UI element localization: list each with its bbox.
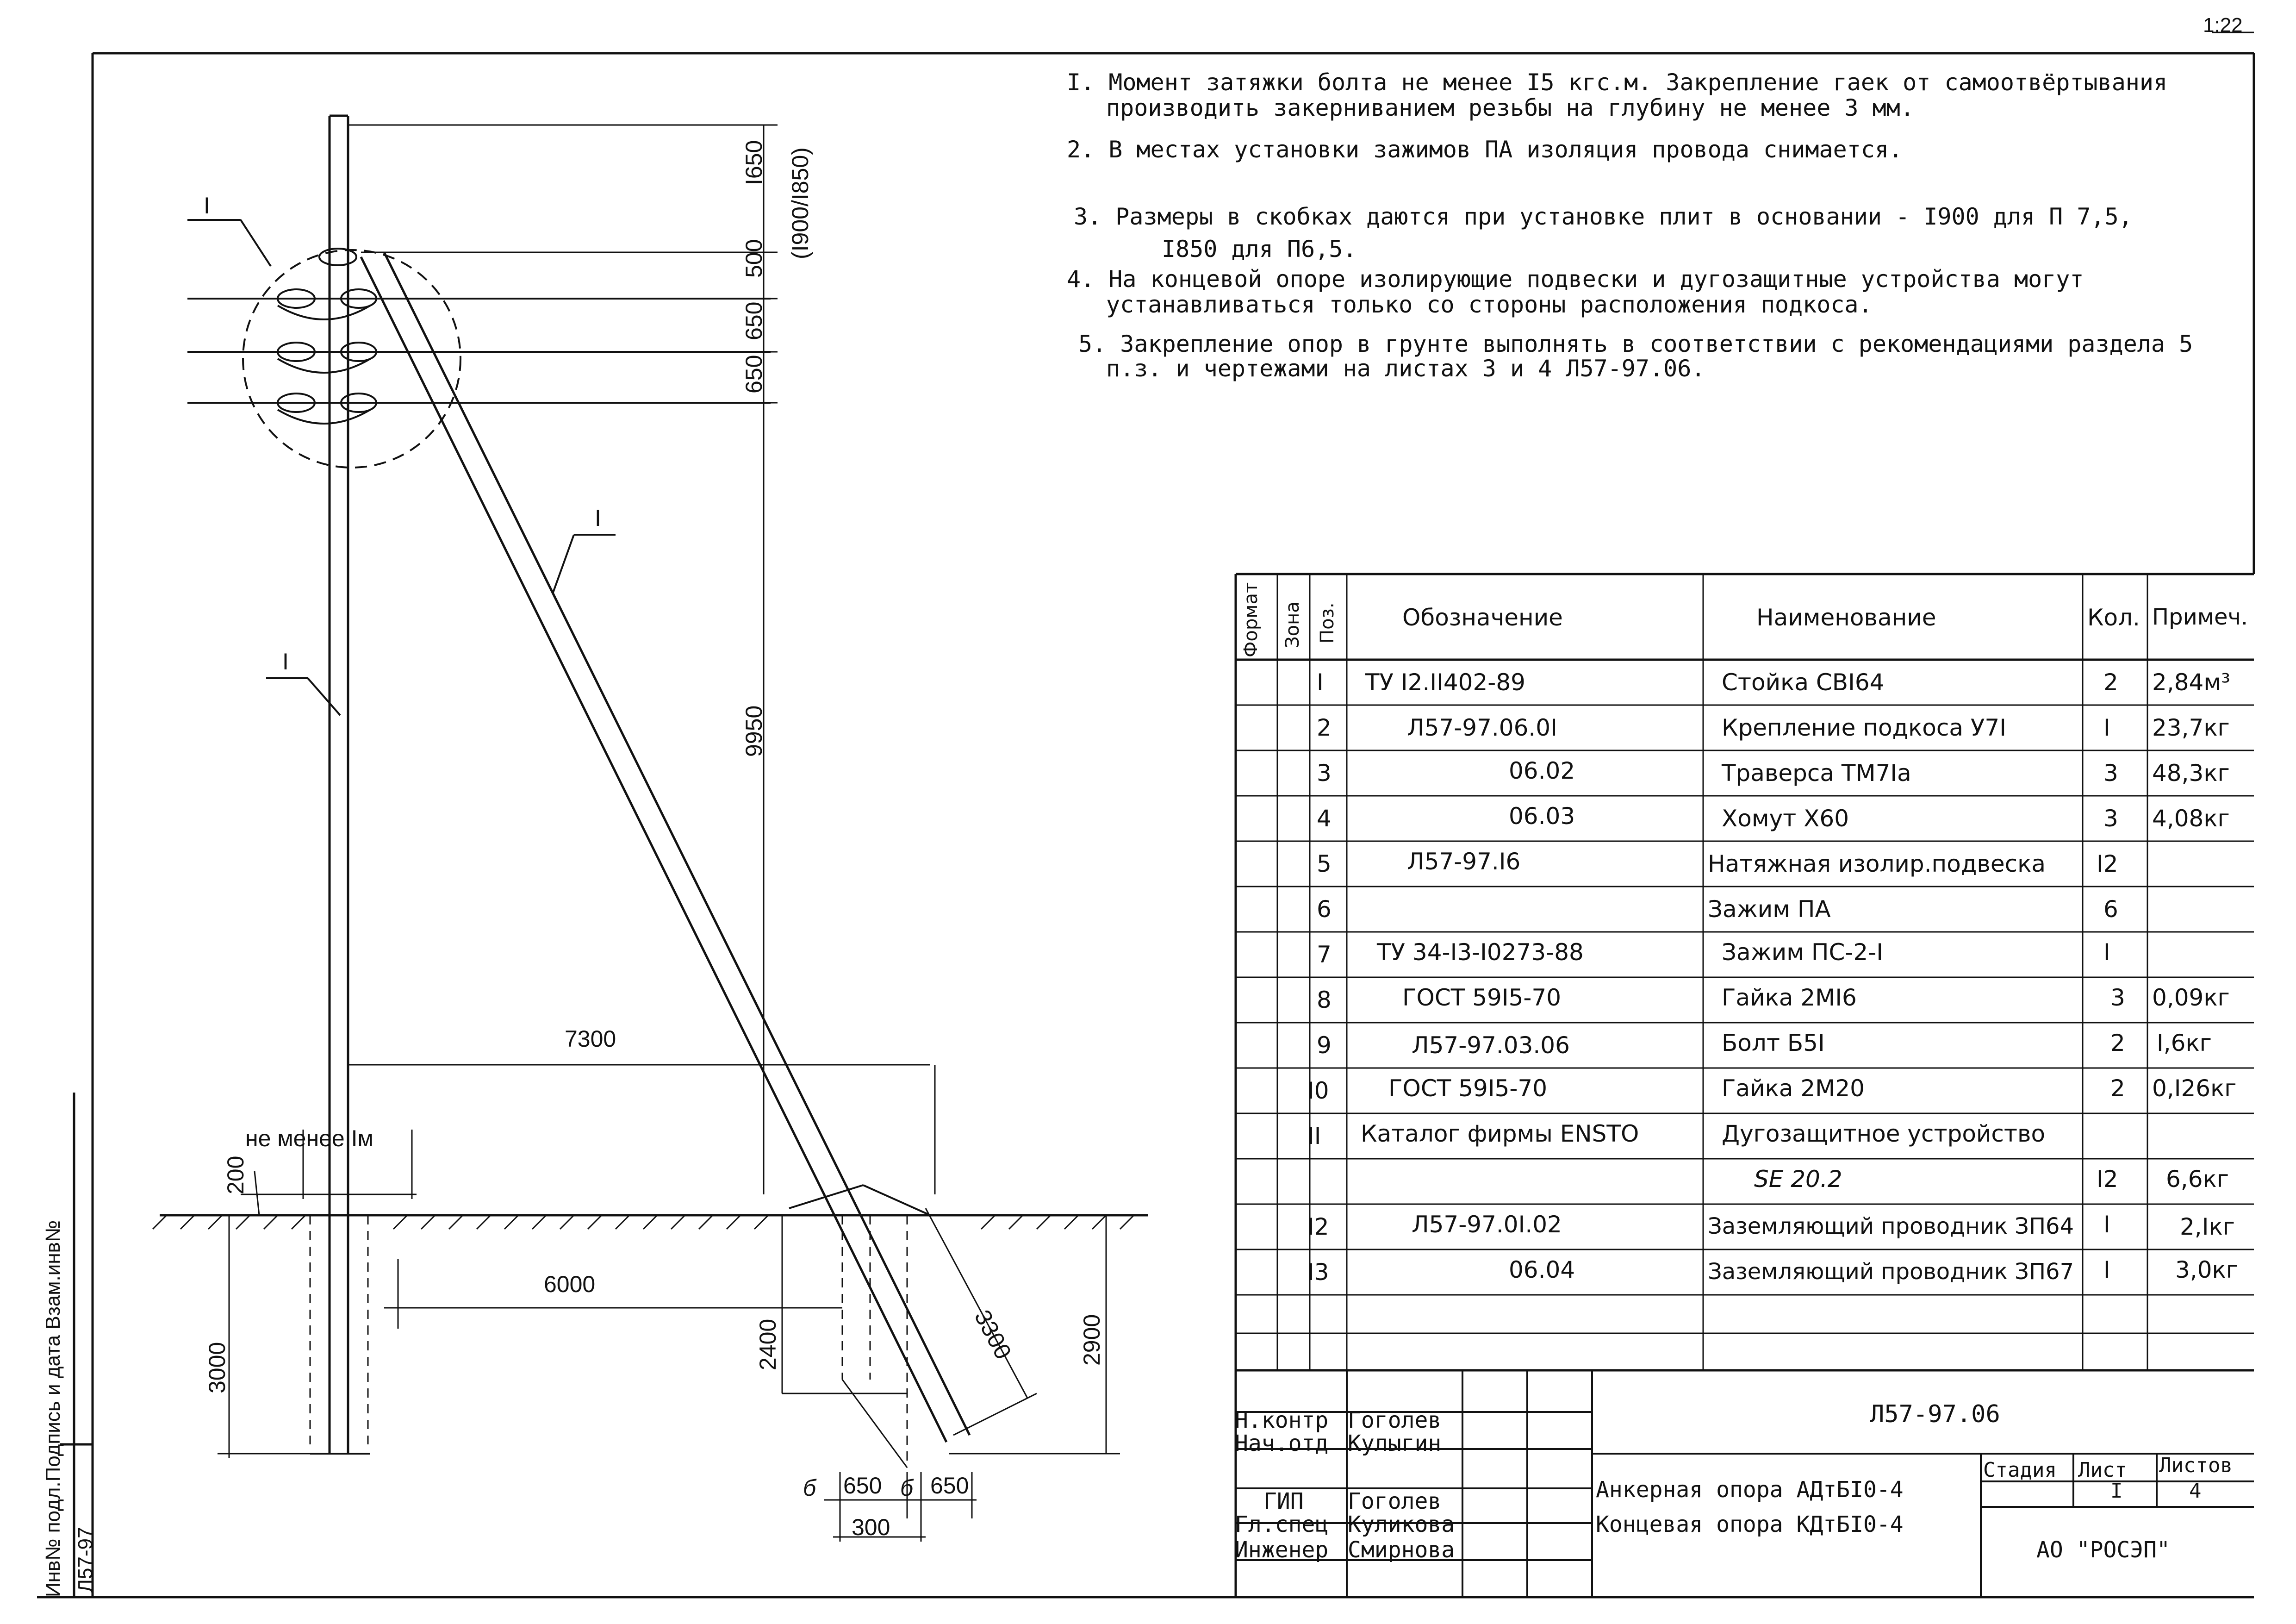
note-3-line-2: I850 для П6,5. — [1162, 236, 1357, 262]
row-14-name: Заземляющий проводник ЗП67 — [1708, 1259, 2074, 1285]
organization: АО "РОСЭП" — [2036, 1537, 2170, 1563]
row-5-name: Натяжная изолир.подвеска — [1708, 850, 2046, 877]
header-note: Примеч. — [2152, 604, 2248, 630]
header-qty: Кол. — [2087, 604, 2140, 631]
name-nach-otd: Кулыгин — [1348, 1430, 1442, 1456]
row-14-qty: I — [2103, 1256, 2110, 1283]
role-gl-spec: Гл.спец — [1235, 1512, 1329, 1537]
row-10-name: Гайка 2М20 — [1722, 1075, 1865, 1102]
sheet-number: I — [2110, 1479, 2123, 1503]
row-4-qty: 3 — [2103, 805, 2118, 832]
row-14-note: 3,0кг — [2175, 1256, 2238, 1283]
dim-650-a: 650 — [741, 301, 767, 340]
dim-9950: 9950 — [741, 705, 767, 757]
row-2-pos: 2 — [1317, 714, 1332, 741]
row-13-designation: Л57-97.0I.02 — [1412, 1211, 1562, 1238]
row-3-note: 48,3кг — [2152, 760, 2230, 787]
dim-3000: 3000 — [204, 1342, 230, 1393]
dim-7300: 7300 — [565, 1026, 616, 1052]
callout-pole-i: I — [282, 649, 289, 675]
row-13-name: Заземляющий проводник ЗП64 — [1708, 1213, 2074, 1239]
name-n-kontr: Гоголев — [1348, 1407, 1442, 1433]
sheets-count: 4 — [2189, 1479, 2202, 1503]
dim-300: 300 — [852, 1514, 890, 1540]
row-1-qty: 2 — [2103, 669, 2118, 696]
row-10-qty: 2 — [2110, 1075, 2125, 1102]
row-2-name: Крепление подкоса У7I — [1722, 714, 2006, 741]
row-3-name: Траверса ТМ7Iа — [1722, 760, 1911, 787]
header-format: Формат — [1240, 582, 1262, 657]
row-9-note: I,6кг — [2157, 1030, 2212, 1056]
note-5-line-1: 5. Закрепление опор в грунте выполнять в соответствии с рекомендациями раздела 5 — [1078, 331, 2193, 357]
row-4-pos: 4 — [1317, 805, 1332, 832]
dim-3300: 3300 — [969, 1305, 1017, 1363]
row-13-qty: I — [2103, 1211, 2110, 1238]
name-engineer: Смирнова — [1348, 1537, 1455, 1563]
note-4-line-2: устанавливаться только со стороны расположения подкоса. — [1106, 291, 1873, 318]
row-2-qty: I — [2103, 714, 2110, 741]
row-7-designation: ТУ 34-I3-I0273-88 — [1377, 939, 1584, 966]
row-14-pos: I3 — [1307, 1259, 1329, 1286]
role-n-kontr: Н.контр — [1235, 1407, 1329, 1433]
callout-strut-i: I — [595, 505, 601, 531]
row-12-note: 6,6кг — [2166, 1166, 2229, 1193]
row-5-designation: Л57-97.I6 — [1407, 848, 1521, 875]
note-3-line-1: 3. Размеры в скобках даются при установке плит в основании - I900 для П 7,5, — [1074, 203, 2133, 230]
row-14-designation: 06.04 — [1509, 1256, 1575, 1283]
dim-200: 200 — [223, 1156, 249, 1194]
row-9-qty: 2 — [2110, 1030, 2125, 1056]
page-number: 1:22 — [2203, 14, 2243, 37]
row-12-name: SE 20.2 — [1754, 1166, 1842, 1193]
dim-6000: 6000 — [544, 1271, 596, 1297]
row-8-pos: 8 — [1317, 987, 1332, 1013]
row-6-qty: 6 — [2103, 896, 2118, 923]
header-pos: Поз. — [1317, 602, 1338, 643]
row-13-note: 2,Iкг — [2180, 1213, 2235, 1240]
row-8-designation: ГОСТ 59I5-70 — [1402, 984, 1562, 1011]
row-5-qty: I2 — [2097, 850, 2118, 877]
row-5-pos: 5 — [1317, 850, 1332, 877]
row-13-pos: I2 — [1307, 1213, 1329, 1240]
row-10-note: 0,I26кг — [2152, 1075, 2237, 1102]
dim-500: 500 — [741, 239, 767, 278]
doc-code: Л57-97.06 — [1870, 1400, 2000, 1428]
name-gip: Гоголев — [1348, 1488, 1442, 1514]
row-3-qty: 3 — [2103, 760, 2118, 787]
dim-min-1m: не менее Iм — [245, 1125, 373, 1151]
note-4-line-1: 4. На концевой опоре изолирующие подвески и дугозащитные устройства могут — [1067, 266, 2084, 293]
row-3-pos: 3 — [1317, 760, 1332, 787]
row-1-pos: I — [1317, 669, 1324, 696]
dim-2400: 2400 — [755, 1318, 781, 1370]
header-designation: Обозначение — [1402, 604, 1563, 631]
side-stamp-label: Инв№ подл.Подпись и дата Взам.инв№ — [42, 1220, 64, 1597]
sheets-label: Листов — [2159, 1454, 2233, 1477]
row-12-qty: I2 — [2097, 1166, 2118, 1193]
header-name: Наименование — [1756, 604, 1936, 631]
row-9-pos: 9 — [1317, 1032, 1332, 1059]
stage-label: Стадия — [1983, 1458, 2057, 1482]
row-1-designation: ТУ I2.II402-89 — [1365, 669, 1525, 696]
row-3-designation: 06.02 — [1509, 757, 1575, 784]
mark-b-2: б — [900, 1475, 914, 1501]
sheet-label: Лист — [2078, 1458, 2127, 1482]
row-10-pos: I0 — [1307, 1077, 1329, 1104]
row-1-name: Стойка СВI64 — [1722, 669, 1885, 696]
row-11-name: Дугозащитное устройство — [1722, 1120, 2046, 1147]
row-6-pos: 6 — [1317, 896, 1332, 923]
row-7-name: Зажим ПС-2-I — [1722, 939, 1883, 966]
row-8-qty: 3 — [2110, 984, 2125, 1011]
role-nach-otd: Нач.отд — [1235, 1430, 1329, 1456]
note-1-line-2: производить закерниванием резьбы на глубину не менее 3 мм. — [1106, 94, 1914, 121]
callout-detail-i: I — [204, 193, 210, 219]
row-9-name: Болт Б5I — [1722, 1030, 1825, 1056]
row-4-name: Хомут Х60 — [1722, 805, 1849, 832]
row-11-pos: II — [1307, 1123, 1321, 1149]
row-4-note: 4,08кг — [2152, 805, 2230, 832]
row-9-designation: Л57-97.03.06 — [1412, 1032, 1570, 1059]
dim-2900: 2900 — [1079, 1314, 1105, 1366]
row-6-name: Зажим ПА — [1708, 896, 1831, 923]
title-line-1: Анкерная опора АДтБI0-4 — [1596, 1477, 1904, 1503]
row-10-designation: ГОСТ 59I5-70 — [1388, 1075, 1548, 1102]
note-1-line-1: I. Момент затяжки болта не менее I5 кгс.м. Закрепление гаек от самоотвёртывания — [1067, 69, 2168, 96]
row-8-name: Гайка 2МI6 — [1722, 984, 1857, 1011]
row-2-note: 23,7кг — [2152, 714, 2230, 741]
row-7-qty: I — [2103, 939, 2110, 966]
role-gip: ГИП — [1263, 1488, 1304, 1514]
role-engineer: Инженер — [1235, 1537, 1329, 1563]
row-7-pos: 7 — [1317, 941, 1332, 968]
row-11-designation: Каталог фирмы ENSTO — [1361, 1120, 1639, 1147]
title-line-2: Концевая опора КДтБI0-4 — [1596, 1512, 1904, 1537]
dim-650-b: 650 — [741, 355, 767, 394]
dim-1650: I650 — [741, 140, 767, 185]
note-2: 2. В местах установки зажимов ПА изоляция провода снимается. — [1067, 136, 1903, 163]
dim-1900-1850: (I900/I850) — [787, 147, 813, 259]
mark-b-1: б — [803, 1475, 816, 1501]
name-gl-spec: Куликова — [1348, 1512, 1455, 1537]
row-2-designation: Л57-97.06.0I — [1407, 714, 1557, 741]
note-5-line-2: п.з. и чертежами на листах 3 и 4 Л57-97.06. — [1106, 355, 1705, 382]
side-stamp-code: Л57-97 — [74, 1527, 97, 1593]
row-8-note: 0,09кг — [2152, 984, 2230, 1011]
header-zone: Зона — [1282, 601, 1303, 648]
dim-650-d: 650 — [930, 1473, 969, 1499]
row-4-designation: 06.03 — [1509, 803, 1575, 830]
dim-650-c: 650 — [843, 1473, 882, 1499]
row-1-note: 2,84м³ — [2152, 669, 2231, 696]
